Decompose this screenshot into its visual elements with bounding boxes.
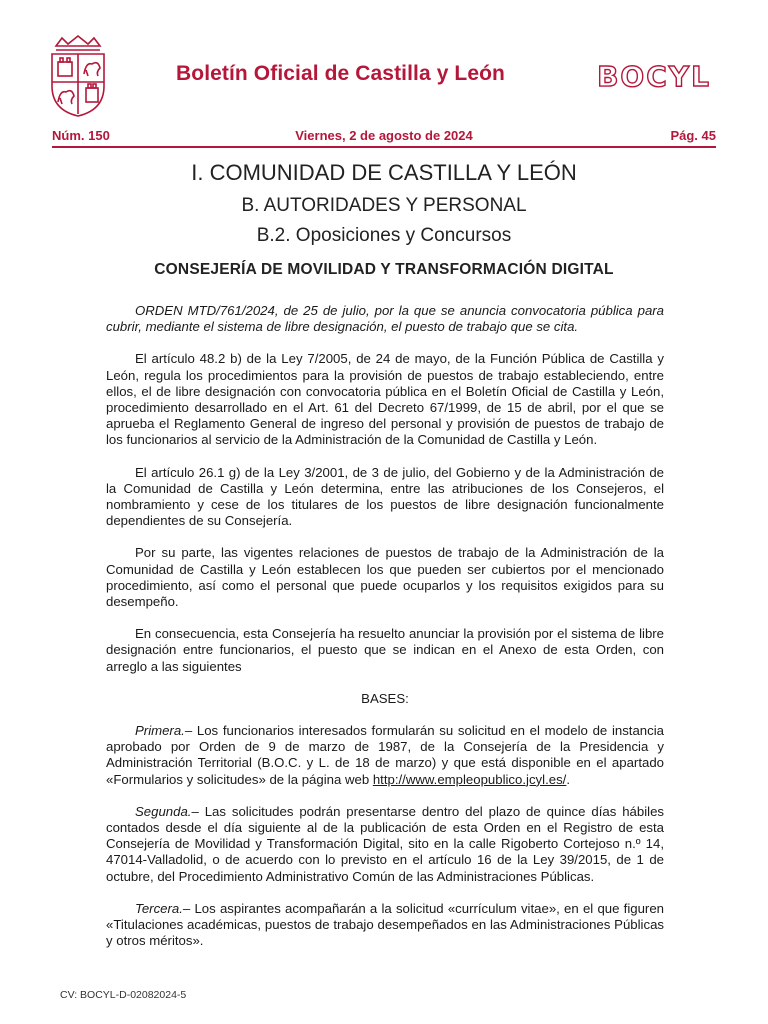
paragraph-2: El artículo 26.1 g) de la Ley 3/2001, de 3 de julio, del Gobierno y de la Administración de la Comunidad de Castilla y León determina, entre las atribuciones de los Consejeros, el nombramiento y cese de los titulares de los puestos de libre designación funcionalmente dependientes de su Consejería. bbox=[106, 464, 664, 529]
empleo-publico-link[interactable]: http://www.empleopublico.jcyl.es/ bbox=[372, 771, 567, 787]
subsubsection-heading: B.2. Oposiciones y Concursos bbox=[256, 225, 512, 246]
base-primera-label: Primera. bbox=[135, 723, 185, 739]
base-primera-text: – Los funcionarios interesados formularán su solicitud en el modelo de instancia aprobado por Orden de 9 de marzo de 1987, de la Consejería de la Presidencia y Administración Territorial (B.O.C. y L. de 18 de marzo) y que está disponible en el apartado «Formularios y solicitudes» de la página web bbox=[106, 723, 664, 787]
bocyl-logo-text: BOCYL bbox=[597, 62, 711, 90]
paragraph-3: Por su parte, las vigentes relaciones de puestos de trabajo de la Administración de la Comunidad de Castilla y León establecen los que pueden ser cubiertos por el mencionado procedimiento, así como el personal que puede ocuparlos y los requisitos exigidos para su desempeño. bbox=[106, 545, 664, 610]
bocyl-logo bbox=[590, 62, 718, 90]
base-primera-end: . bbox=[566, 771, 571, 787]
bases-heading: BASES: bbox=[361, 690, 409, 706]
journal-title: Boletín Oficial de Castilla y León bbox=[176, 62, 505, 85]
base-primera bbox=[106, 723, 664, 788]
page-number: Pág. 45 bbox=[670, 128, 716, 143]
base-tercera bbox=[106, 901, 664, 950]
base-segunda-text: – Las solicitudes podrán presentarse dentro del plazo de quince días hábiles contados desde el día siguiente al de la publicación de esta Orden en el Registro de esta Consejería de Movilidad y Transformación Digital, sito en la calle Rigoberto Cortejoso n.º 14, 47014-Valladolid, o de acuerdo con lo previsto en el artículo 16 de la Ley 39/2015, de 1 de octubre, del Procedimiento Administrativo Común de las Administraciones Públicas. bbox=[106, 803, 664, 884]
header-rule bbox=[52, 146, 716, 148]
coat-of-arms-icon bbox=[46, 34, 110, 118]
section-heading: I. COMUNIDAD DE CASTILLA Y LEÓN bbox=[191, 160, 577, 185]
base-tercera-text: – Los aspirantes acompañarán a la solicitud «currículum vitae», en el que figuren «Titulaciones académicas, puestos de trabajo desempeñados en las Administraciones Públicas y otros méritos». bbox=[106, 900, 664, 949]
cv-code: CV: BOCYL-D-02082024-5 bbox=[60, 989, 187, 1001]
subsection-heading: B. AUTORIDADES Y PERSONAL bbox=[241, 195, 527, 216]
paragraph-4: En consecuencia, esta Consejería ha resuelto anunciar la provisión por el sistema de libre designación entre funcionarios, el puesto que se indican en el Anexo de esta Orden, con arreglo a las siguientes bbox=[106, 626, 664, 674]
order-title: ORDEN MTD/761/2024, de 25 de julio, por la que se anuncia convocatoria pública para cubrir, mediante el sistema de libre designación, el puesto de trabajo que se cita. bbox=[106, 303, 664, 335]
issue-date: Viernes, 2 de agosto de 2024 bbox=[295, 128, 473, 143]
paragraph-1: El artículo 48.2 b) de la Ley 7/2005, de 24 de mayo, de la Función Pública de Castilla y León, regula los procedimientos para la provisión de puestos de trabajo estableciendo, entre ellos, el de libre designación con convocatoria pública en el Boletín Oficial de Castilla y León, procedimiento desarrollado en el Art. 61 del Decreto 67/1999, de 15 de abril, por el que se aprueba el Reglamento General de ingreso del personal y provisión de puestos de trabajo de los funcionarios al servicio de la Administración de la Comunidad de Castilla y León. bbox=[106, 351, 664, 448]
base-segunda bbox=[106, 804, 664, 885]
issue-number: Núm. 150 bbox=[52, 128, 110, 143]
document-body bbox=[106, 303, 664, 966]
department-heading: CONSEJERÍA DE MOVILIDAD Y TRANSFORMACIÓN DIGITAL bbox=[154, 261, 614, 278]
base-segunda-label: Segunda. bbox=[135, 803, 192, 819]
base-tercera-label: Tercera. bbox=[135, 900, 183, 916]
